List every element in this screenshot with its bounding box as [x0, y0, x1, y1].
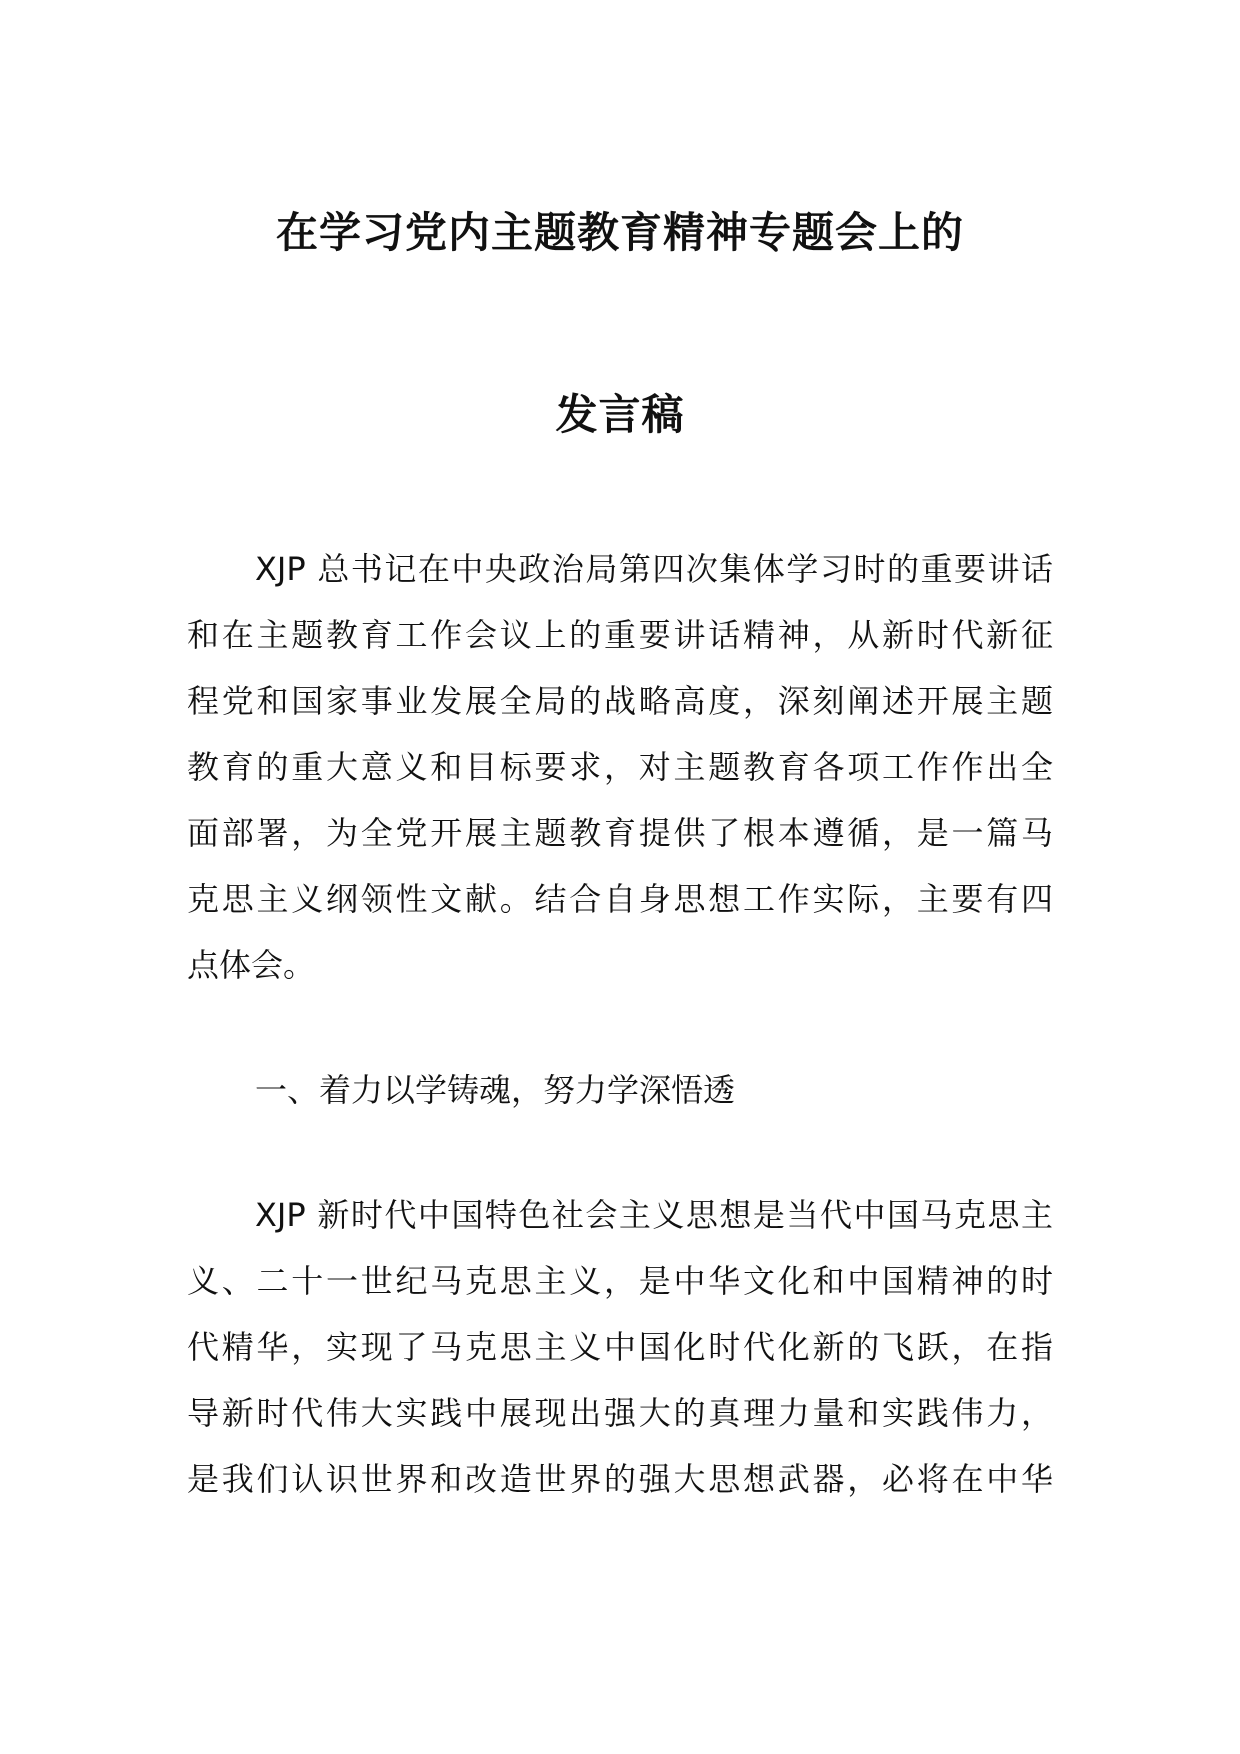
- paragraph-1-line-4: 教育的重大意义和目标要求，对主题教育各项工作作出全: [187, 748, 1053, 786]
- paragraph-2-line-5: 是我们认识世界和改造世界的强大思想武器，必将在中华: [187, 1460, 1053, 1498]
- section-1-heading: 一、着力以学铸魂，努力学深悟透: [255, 1071, 736, 1109]
- paragraph-1-line-3: 程党和国家事业发展全局的战略高度，深刻阐述开展主题: [187, 682, 1053, 720]
- paragraph-1-line-7: 点体会。: [187, 946, 316, 984]
- paragraph-1-line-5: 面部署，为全党开展主题教育提供了根本遵循，是一篇马: [187, 814, 1053, 852]
- paragraph-1-line-2: 和在主题教育工作会议上的重要讲话精神，从新时代新征: [187, 616, 1053, 654]
- paragraph-2-line-2: 义、二十一世纪马克思主义，是中华文化和中国精神的时: [187, 1262, 1053, 1300]
- paragraph-2-line-1: XJP 新时代中国特色社会主义思想是当代中国马克思主: [255, 1196, 1053, 1234]
- paragraph-2-line-3: 代精华，实现了马克思主义中国化时代化新的飞跃，在指: [187, 1328, 1053, 1366]
- paragraph-1-line-1: XJP 总书记在中央政治局第四次集体学习时的重要讲话: [255, 550, 1053, 588]
- document-title-line-2: 发言稿: [555, 390, 685, 439]
- paragraph-2-line-4: 导新时代伟大实践中展现出强大的真理力量和实践伟力，: [187, 1394, 1053, 1432]
- document-title-line-1: 在学习党内主题教育精神专题会上的: [275, 208, 964, 257]
- paragraph-1-line-6: 克思主义纲领性文献。结合自身思想工作实际，主要有四: [187, 880, 1053, 918]
